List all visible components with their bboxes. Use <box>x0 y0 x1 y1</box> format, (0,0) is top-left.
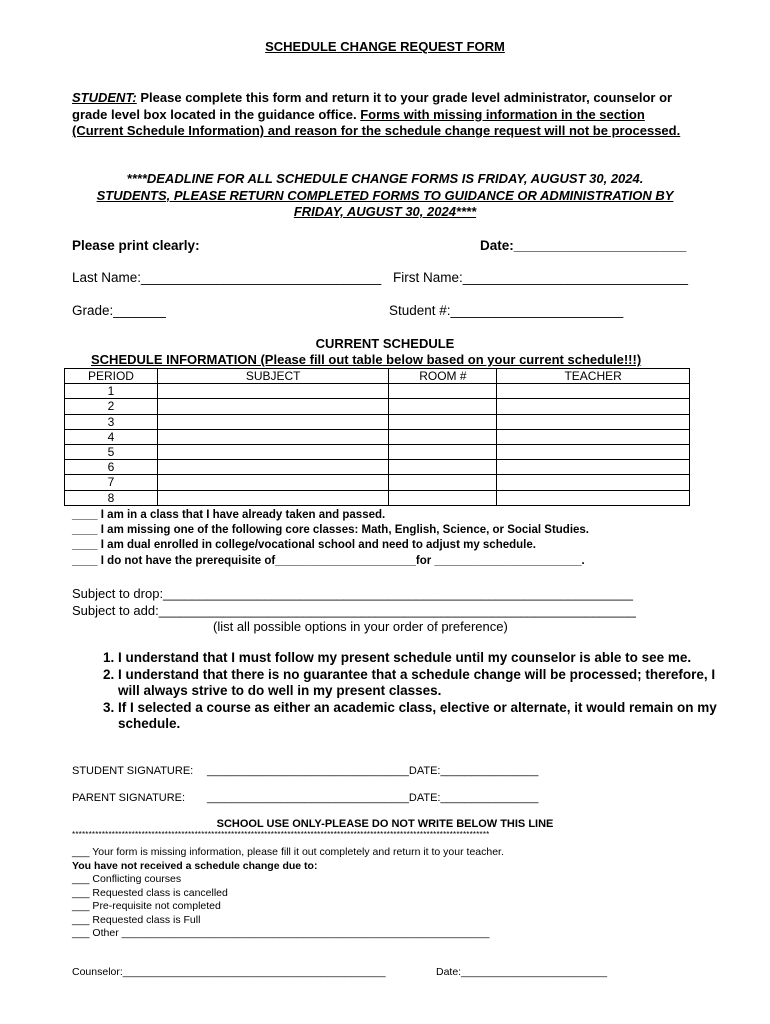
teacher-cell[interactable] <box>497 384 690 399</box>
intro-underlined: Forms with missing information in the section (Current Schedule Information) and reason for the schedule change request will not be processed. <box>72 106 681 138</box>
subject-to-drop-field[interactable]: Subject to drop:_________________________________________________________________ <box>72 586 634 601</box>
room-cell[interactable] <box>389 429 497 444</box>
deadline-line-2: STUDENTS, PLEASE RETURN COMPLETED FORMS TO GUIDANCE OR ADMINISTRATION BY FRIDAY, AUGUST 30, 2024**** <box>96 187 674 219</box>
room-cell[interactable] <box>389 444 497 459</box>
print-clearly-label: Please print clearly: <box>72 238 200 253</box>
intro-paragraph <box>72 90 698 140</box>
counselor-field: Counselor:_____________________________________________ <box>72 966 386 978</box>
subject-cell[interactable] <box>157 490 389 505</box>
reason-missing-core[interactable]: ____ I am missing one of the following core classes: Math, English, Science, or Social Studies. <box>72 524 590 537</box>
subject-to-add-field[interactable]: Subject to add:__________________________________________________________________ <box>72 603 636 618</box>
reason-checklist <box>72 508 589 569</box>
subject-cell[interactable] <box>157 414 389 429</box>
period-cell: 8 <box>65 490 158 505</box>
agreement-item: 1. I understand that I must follow my present schedule until my counselor is able to see me. <box>118 650 738 667</box>
student-number-field[interactable]: Student #:_______________________ <box>389 303 624 318</box>
grade-field[interactable]: Grade:_______ <box>72 303 166 318</box>
subject-cell[interactable] <box>157 399 389 414</box>
teacher-cell[interactable] <box>497 460 690 475</box>
option-item: ___ Pre-requisite not completed <box>72 900 221 912</box>
room-cell[interactable] <box>389 414 497 429</box>
subject-note: (list all possible options in your order of preference) <box>213 619 508 634</box>
table-row <box>65 399 690 414</box>
schedule-subheading: SCHEDULE INFORMATION (Please fill out table below based on your current schedule!!!) <box>91 352 642 367</box>
agreement-item: 3. If I selected a course as either an academic class, elective or alternate, it would remain on my schedule. <box>118 700 738 733</box>
period-cell: 5 <box>65 444 158 459</box>
table-row <box>65 444 690 459</box>
subject-cell[interactable] <box>157 460 389 475</box>
table-row <box>65 475 690 490</box>
missing-info-line: ___ Your form is missing information, please fill it out completely and return it to your teacher. <box>72 846 504 858</box>
table-header-row <box>65 369 690 384</box>
period-cell: 7 <box>65 475 158 490</box>
table-row <box>65 490 690 505</box>
table-row <box>65 460 690 475</box>
school-use-heading: SCHOOL USE ONLY-PLEASE DO NOT WRITE BELOW THIS LINE <box>216 818 554 830</box>
option-item: ___ Requested class is cancelled <box>72 886 228 899</box>
school-use-section <box>72 846 504 941</box>
teacher-cell[interactable] <box>497 429 690 444</box>
schedule-table <box>64 368 690 506</box>
table-row <box>65 414 690 429</box>
room-cell[interactable] <box>389 399 497 414</box>
column-header-period: PERIOD <box>65 369 158 384</box>
table-row <box>65 429 690 444</box>
deadline-notice <box>72 171 698 221</box>
page-title: SCHEDULE CHANGE REQUEST FORM <box>265 39 505 54</box>
option-item: ___ Requested class is Full <box>72 913 201 926</box>
teacher-cell[interactable] <box>497 414 690 429</box>
reason-prerequisite[interactable]: ____ I do not have the prerequisite of______________________for _______________________. <box>72 554 585 567</box>
option-item: ___ Conflicting courses <box>72 873 182 885</box>
reason-dual-enrolled[interactable]: ____ I am dual enrolled in college/vocational school and need to adjust my schedule. <box>72 539 536 552</box>
intro-text: Please complete this form and return it to your grade level administrator, counselor or grade level box located in the guidance office. <box>72 90 673 122</box>
column-header-room: ROOM # <box>389 369 497 384</box>
parent-signature-line[interactable]: _________________________________DATE:________________ <box>207 792 539 804</box>
column-header-subject: SUBJECT <box>157 369 389 384</box>
period-cell: 3 <box>65 414 158 429</box>
deadline-line-1: ****DEADLINE FOR ALL SCHEDULE CHANGE FORMS IS FRIDAY, AUGUST 30, 2024. <box>126 171 644 186</box>
subject-cell[interactable] <box>157 444 389 459</box>
room-cell[interactable] <box>389 475 497 490</box>
room-cell[interactable] <box>389 460 497 475</box>
table-row <box>65 384 690 399</box>
student-signature-label: STUDENT SIGNATURE: <box>72 765 194 777</box>
teacher-cell[interactable] <box>497 490 690 505</box>
period-cell: 4 <box>65 429 158 444</box>
period-cell: 1 <box>65 384 158 399</box>
room-cell[interactable] <box>389 384 497 399</box>
subject-cell[interactable] <box>157 384 389 399</box>
last-name-field[interactable]: Last Name:________________________________ <box>72 270 382 285</box>
subject-fields <box>72 585 636 619</box>
agreement-list <box>72 650 738 733</box>
agreement-item: 2. I understand that there is no guarantee that a schedule change will be processed; therefore, I will always strive to do well in my present classes. <box>118 667 738 700</box>
column-header-teacher: TEACHER <box>497 369 690 384</box>
star-divider: ****************************************************************************************************************************** <box>72 830 490 839</box>
parent-signature-label: PARENT SIGNATURE: <box>72 792 186 804</box>
schedule-heading: CURRENT SCHEDULE <box>315 336 455 351</box>
period-cell: 2 <box>65 399 158 414</box>
not-received-label: You have not received a schedule change due to: <box>72 859 318 872</box>
teacher-cell[interactable] <box>497 399 690 414</box>
date-field[interactable]: Date:_______________________ <box>480 238 687 253</box>
subject-cell[interactable] <box>157 429 389 444</box>
counselor-date-field: Date:_________________________ <box>436 966 608 978</box>
student-signature-line[interactable]: _________________________________DATE:________________ <box>207 765 539 777</box>
room-cell[interactable] <box>389 490 497 505</box>
intro-lead: STUDENT: <box>72 90 137 105</box>
teacher-cell[interactable] <box>497 444 690 459</box>
teacher-cell[interactable] <box>497 475 690 490</box>
subject-cell[interactable] <box>157 475 389 490</box>
first-name-field[interactable]: First Name:______________________________ <box>393 270 688 285</box>
option-item: ___ Other _______________________________________________________________ <box>72 927 490 939</box>
period-cell: 6 <box>65 460 158 475</box>
reason-already-taken[interactable]: ____ I am in a class that I have already taken and passed. <box>72 509 386 521</box>
